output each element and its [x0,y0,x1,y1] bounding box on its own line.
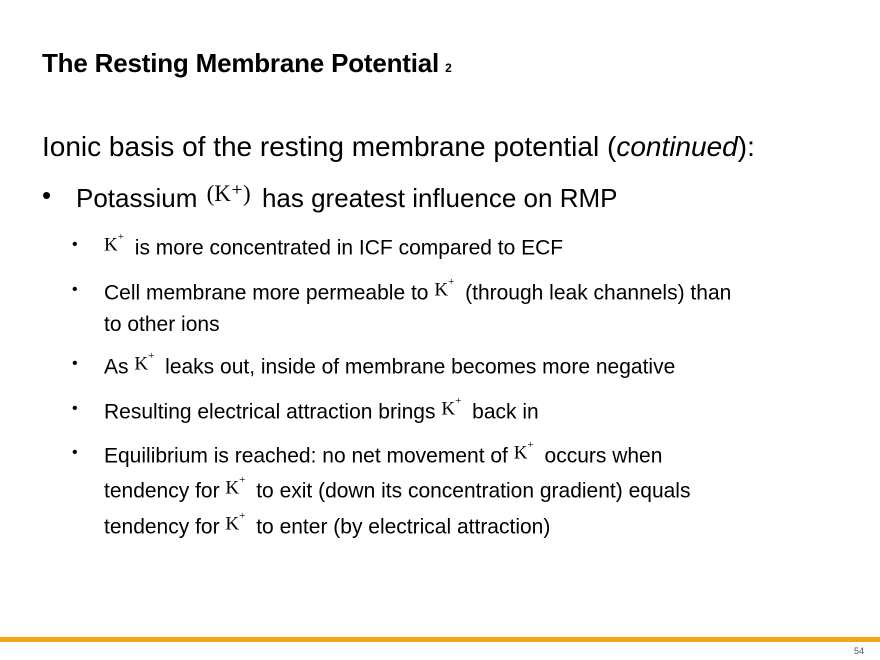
sub-bullet-text-line2: to other ions [104,313,220,337]
potassium-ion-symbol: K+ [513,439,534,464]
potassium-ion-symbol: K+ [134,350,155,375]
potassium-ion-symbol: K+ [441,395,462,420]
sub-bullet-line1-suffix: occurs when [544,444,663,468]
slide-title-superscript: 2 [445,61,452,75]
intro-italic: continued [616,131,738,162]
sub-bullet-text-prefix: Cell membrane more permeable to [104,281,429,305]
sub-bullet-text [104,274,844,340]
slide-title [42,48,452,79]
sub-bullet-line3-prefix: tendency for [104,514,220,538]
sub-bullet-dot: • [72,444,78,461]
sub-bullet-line2-prefix: tendency for [104,479,220,503]
potassium-formula: (K⁺) [206,181,251,206]
potassium-ion-symbol: K+ [225,509,246,534]
potassium-ion-symbol: K+ [104,231,124,256]
sub-bullet-line2-suffix: to exit (down its concentration gradient) equals [256,479,691,503]
sub-bullet-text-suffix: (through leak channels) than [465,281,732,305]
sub-bullet-dot: • [72,236,78,253]
sub-bullet-text [104,229,844,264]
sub-bullet-line1-prefix: Equilibrium is reached: no net movement of [104,444,508,468]
sub-bullet-dot: • [72,400,78,417]
sub-bullet-line3-suffix: to enter (by electrical attraction) [256,514,551,538]
bullet-potassium-text [76,183,617,214]
sub-bullet-text-suffix: leaks out, inside of membrane becomes more negative [165,355,676,379]
potassium-ion-symbol: K+ [225,474,246,499]
footer-accent-bar [0,637,880,642]
intro-line [42,131,755,163]
bullet-potassium-prefix: Potassium [76,183,198,213]
slide-title-text: The Resting Membrane Potential [42,48,440,78]
sub-bullet-text-prefix: Resulting electrical attraction brings [104,400,436,424]
sub-bullet-text-body: is more concentrated in ICF compared to ECF [134,236,564,260]
sub-bullet-text-suffix: back in [472,400,539,424]
bullet-dot: • [42,180,52,210]
potassium-ion-symbol: K+ [434,276,455,301]
sub-bullet-dot: • [72,281,78,298]
sub-bullet-text [104,437,844,543]
bullet-potassium-suffix: has greatest influence on RMP [261,183,618,213]
intro-suffix: ): [737,131,755,162]
intro-prefix: Ionic basis of the resting membrane potential ( [42,131,617,162]
sub-bullet-text [104,348,844,383]
page-number: 54 [853,646,864,656]
sub-bullet-dot: • [72,355,78,372]
sub-bullet-text-prefix: As [104,355,129,379]
sub-bullet-text [104,393,844,428]
